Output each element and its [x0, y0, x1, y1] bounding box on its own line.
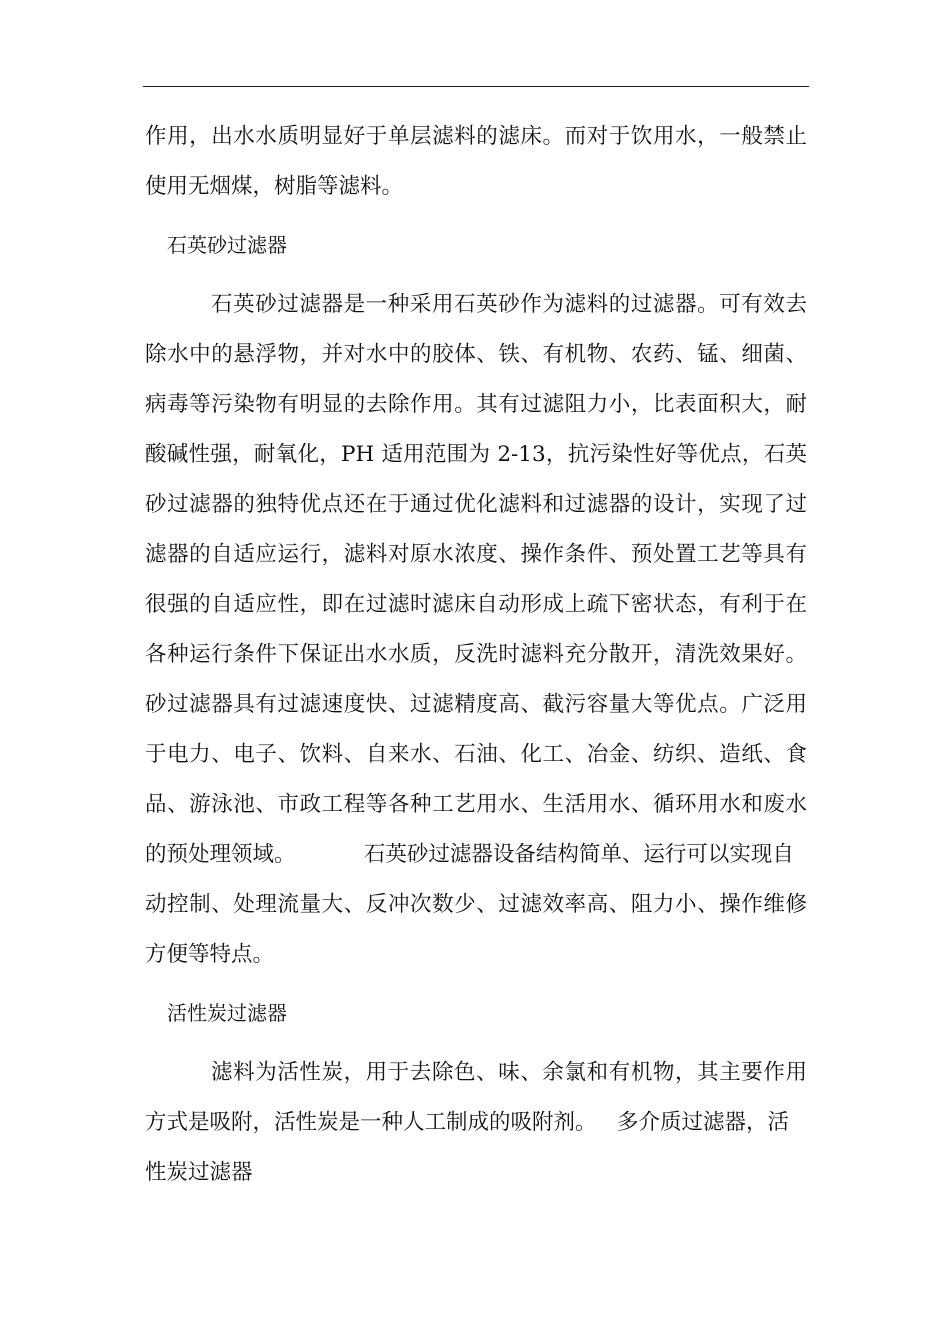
paragraph-line: 很强的自适应性，即在过滤时滤床自动形成上疏下密状态，有利于在 — [145, 592, 807, 617]
paragraph-line: 的预处理领域。 石英砂过滤器设备结构简单、运行可以实现自 — [145, 842, 794, 867]
paragraph-line: 各种运行条件下保证出水水质，反洗时滤料充分散开，清洗效果好。 — [145, 642, 807, 667]
paragraph-line: 病毒等污染物有明显的去除作用。其有过滤阻力小，比表面积大，耐 — [145, 392, 807, 417]
intro-line-1: 作用，出水水质明显好于单层滤料的滤床。而对于饮用水，一般禁止 — [145, 124, 807, 149]
paragraph-line: 酸碱性强，耐氧化，PH 适用范围为 2-13，抗污染性好等优点，石英 — [145, 442, 807, 467]
section-heading-activated-carbon-filter: 活性炭过滤器 — [167, 1001, 287, 1025]
paragraph-line: 石英砂过滤器是一种采用石英砂作为滤料的过滤器。可有效去 — [211, 292, 807, 317]
paragraph-line: 滤器的自适应运行，滤料对原水浓度、操作条件、预处置工艺等具有 — [145, 542, 807, 567]
document-body — [145, 112, 807, 1198]
section-heading-quartz-sand-filter: 石英砂过滤器 — [167, 233, 287, 257]
intro-line-2: 使用无烟煤，树脂等滤料。 — [145, 174, 404, 199]
paragraph-activated-carbon-filter — [145, 1048, 807, 1198]
paragraph-line: 除水中的悬浮物，并对水中的胶体、铁、有机物、农药、锰、细菌、 — [145, 342, 807, 367]
paragraph-line: 方式是吸附，活性炭是一种人工制成的吸附剂。 多介质过滤器，活 — [145, 1110, 790, 1135]
paragraph-line: 砂过滤器具有过滤速度快、过滤精度高、截污容量大等优点。广泛用 — [145, 692, 807, 717]
paragraph-line: 于电力、电子、饮料、自来水、石油、化工、冶金、纺织、造纸、食 — [145, 742, 807, 767]
paragraph-line: 性炭过滤器 — [145, 1160, 253, 1185]
paragraph-line: 滤料为活性炭，用于去除色、味、余氯和有机物，其主要作用 — [211, 1060, 807, 1085]
paragraph-quartz-sand-filter — [145, 280, 807, 980]
paragraph-line: 品、游泳池、市政工程等各种工艺用水、生活用水、循环用水和废水 — [145, 792, 807, 817]
paragraph-line: 动控制、处理流量大、反冲次数少、过滤效率高、阻力小、操作维修 — [145, 892, 807, 917]
header-rule — [143, 86, 809, 87]
paragraph-line: 方便等特点。 — [145, 942, 275, 967]
paragraph-line: 砂过滤器的独特优点还在于通过优化滤料和过滤器的设计，实现了过 — [145, 492, 807, 517]
